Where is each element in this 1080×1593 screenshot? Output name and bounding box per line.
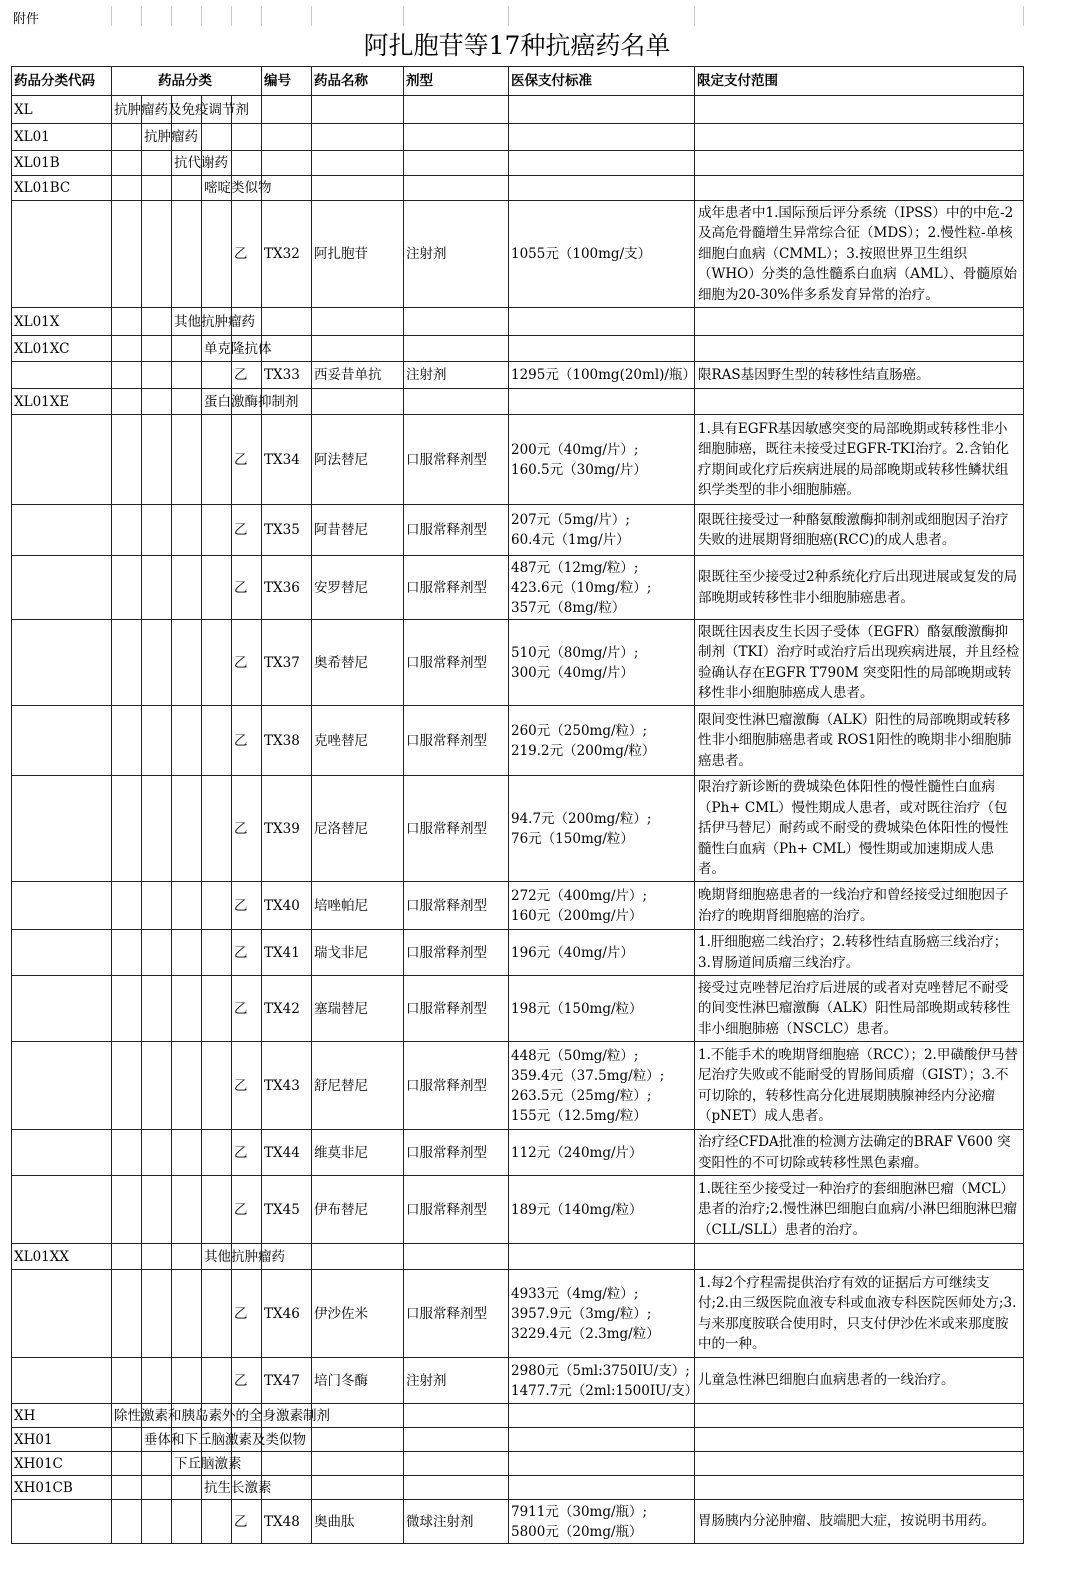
drug-form: 口服常释剂型 — [404, 620, 509, 706]
category-code: XH — [12, 1404, 112, 1428]
drug-class: 乙 — [232, 976, 262, 1042]
drug-form: 口服常释剂型 — [404, 882, 509, 930]
category-label: 垂体和下丘脑激素及类似物 — [142, 1428, 172, 1452]
drug-number: TX36 — [262, 556, 312, 620]
category-code: XH01C — [12, 1452, 112, 1476]
drug-class: 乙 — [232, 1358, 262, 1404]
top-grid-row — [11, 6, 1023, 26]
drug-form: 口服常释剂型 — [404, 415, 509, 505]
drug-price: 112元（240mg/片） — [509, 1130, 695, 1176]
drug-class: 乙 — [232, 620, 262, 706]
drug-name: 奥曲肽 — [312, 1500, 404, 1544]
category-label: 抗肿瘤药 — [142, 124, 172, 151]
drug-scope: 1.既往至少接受过一种治疗的套细胞淋巴瘤（MCL）患者的治疗;2.慢性淋巴细胞白血病/小淋巴细胞淋巴瘤（CLL/SLL）患者的治疗。 — [695, 1176, 1024, 1244]
drug-scope: 1.具有EGFR基因敏感突变的局部晚期或转移性非小细胞肺癌，既往未接受过EGFR-TKI治疗。2.含铂化疗期间或化疗后疾病进展的局部晚期或转移性鳞状组织学类型的非小细胞肺癌。 — [695, 415, 1024, 505]
drug-row — [12, 1042, 1024, 1130]
drug-number: TX41 — [262, 930, 312, 976]
drug-number: TX48 — [262, 1500, 312, 1544]
drug-row — [12, 882, 1024, 930]
drug-row — [12, 1358, 1024, 1404]
drug-row — [12, 415, 1024, 505]
drug-form: 口服常释剂型 — [404, 776, 509, 882]
drug-price: 198元（150mg/粒） — [509, 976, 695, 1042]
category-row — [12, 176, 1024, 201]
drug-number: TX40 — [262, 882, 312, 930]
drug-number: TX34 — [262, 415, 312, 505]
drug-form: 注射剂 — [404, 1358, 509, 1404]
drug-name: 伊沙佐米 — [312, 1270, 404, 1358]
drug-price: 2980元（5ml:3750IU/支）; 1477.7元（2ml:1500IU/支） — [509, 1358, 695, 1404]
drug-scope: 限RAS基因野生型的转移性结直肠癌。 — [695, 362, 1024, 389]
drug-name: 维莫非尼 — [312, 1130, 404, 1176]
drug-scope: 接受过克唑替尼治疗后进展的或者对克唑替尼不耐受的间变性淋巴瘤激酶（ALK）阳性局部晚期或转移性非小细胞肺癌（NSCLC）患者。 — [695, 976, 1024, 1042]
drug-scope: 限治疗新诊断的费城染色体阳性的慢性髓性白血病（Ph+ CML）慢性期成人患者，或对既往治疗（包括伊马替尼）耐药或不耐受的费城染色体阳性的慢性髓性白血病（Ph+ CML）慢性期或加速期成人患者。 — [695, 776, 1024, 882]
drug-class: 乙 — [232, 1176, 262, 1244]
drug-price: 7911元（30mg/瓶）; 5800元（20mg/瓶） — [509, 1500, 695, 1544]
category-code: XL01 — [12, 124, 112, 151]
drug-price: 1055元（100mg/支） — [509, 201, 695, 308]
drug-row — [12, 1130, 1024, 1176]
category-code: XL01B — [12, 151, 112, 176]
drug-name: 奥希替尼 — [312, 620, 404, 706]
drug-form: 口服常释剂型 — [404, 1270, 509, 1358]
category-label: 抗代谢药 — [172, 151, 202, 176]
category-label: 单克隆抗体 — [202, 336, 232, 362]
category-row — [12, 124, 1024, 151]
drug-name: 阿法替尼 — [312, 415, 404, 505]
header-price: 医保支付标准 — [509, 67, 695, 96]
drug-row — [12, 620, 1024, 706]
drug-scope: 限既往因表皮生长因子受体（EGFR）酪氨酸激酶抑制剂（TKI）治疗时或治疗后出现疾病进展，并且经检验确认存在EGFR T790M 突变阳性的局部晚期或转移性非小细胞肺癌成人患者。 — [695, 620, 1024, 706]
drug-price: 510元（80mg/片）; 300元（40mg/片） — [509, 620, 695, 706]
category-row — [12, 1404, 1024, 1428]
drug-name: 塞瑞替尼 — [312, 976, 404, 1042]
drug-name: 克唑替尼 — [312, 706, 404, 776]
category-label: 下丘脑激素 — [172, 1452, 202, 1476]
category-code: XL01XX — [12, 1244, 112, 1270]
drug-form: 口服常释剂型 — [404, 1176, 509, 1244]
drug-class: 乙 — [232, 1130, 262, 1176]
drug-class: 乙 — [232, 882, 262, 930]
drug-form: 口服常释剂型 — [404, 706, 509, 776]
drug-row — [12, 930, 1024, 976]
header-row — [12, 67, 1024, 96]
drug-number: TX47 — [262, 1358, 312, 1404]
drug-name: 舒尼替尼 — [312, 1042, 404, 1130]
drug-form: 口服常释剂型 — [404, 976, 509, 1042]
drug-row — [12, 1270, 1024, 1358]
drug-row — [12, 976, 1024, 1042]
drug-form: 注射剂 — [404, 201, 509, 308]
category-row — [12, 336, 1024, 362]
category-label: 除性激素和胰岛素外的全身激素制剂 — [112, 1404, 142, 1428]
drug-scope: 1.肝细胞癌二线治疗；2.转移性结直肠癌三线治疗；3.胃肠道间质瘤三线治疗。 — [695, 930, 1024, 976]
drug-number: TX38 — [262, 706, 312, 776]
category-row — [12, 1428, 1024, 1452]
drug-row — [12, 556, 1024, 620]
category-code: XL01XC — [12, 336, 112, 362]
drug-scope: 限既往至少接受过2种系统化疗后出现进展或复发的局部晚期或转移性非小细胞肺癌患者。 — [695, 556, 1024, 620]
attachment-label: 附件 — [13, 12, 40, 27]
drug-class: 乙 — [232, 505, 262, 556]
drug-name: 安罗替尼 — [312, 556, 404, 620]
category-code: XH01 — [12, 1428, 112, 1452]
category-label: 蛋白激酶抑制剂 — [202, 389, 232, 415]
header-code: 药品分类代码 — [12, 67, 112, 96]
drug-scope: 1.不能手术的晚期肾细胞癌（RCC）；2.甲磺酸伊马替尼治疗失败或不能耐受的胃肠间质瘤（GIST）；3.不可切除的，转移性高分化进展期胰腺神经内分泌瘤（pNET）成人患者。 — [695, 1042, 1024, 1130]
category-code: XH01CB — [12, 1476, 112, 1500]
drug-name: 阿昔替尼 — [312, 505, 404, 556]
drug-scope: 限既往接受过一种酪氨酸激酶抑制剂或细胞因子治疗失败的进展期肾细胞癌(RCC)的成人患者。 — [695, 505, 1024, 556]
drug-scope: 晚期肾细胞癌患者的一线治疗和曾经接受过细胞因子治疗的晚期肾细胞癌的治疗。 — [695, 882, 1024, 930]
drug-price: 272元（400mg/片）; 160元（200mg/片） — [509, 882, 695, 930]
drug-price: 207元（5mg/片）; 60.4元（1mg/片） — [509, 505, 695, 556]
drug-price: 4933元（4mg/粒）; 3957.9元（3mg/粒）; 3229.4元（2.3mg/粒） — [509, 1270, 695, 1358]
drug-list-table — [11, 66, 1024, 1544]
drug-class: 乙 — [232, 415, 262, 505]
category-label: 抗生长激素 — [202, 1476, 232, 1500]
category-code: XL — [12, 96, 112, 124]
drug-row — [12, 505, 1024, 556]
drug-form: 口服常释剂型 — [404, 930, 509, 976]
drug-price: 200元（40mg/片）; 160.5元（30mg/片） — [509, 415, 695, 505]
drug-name: 瑞戈非尼 — [312, 930, 404, 976]
drug-number: TX44 — [262, 1130, 312, 1176]
drug-class: 乙 — [232, 1500, 262, 1544]
drug-number: TX37 — [262, 620, 312, 706]
drug-class: 乙 — [232, 930, 262, 976]
header-name: 药品名称 — [312, 67, 404, 96]
header-form: 剂型 — [404, 67, 509, 96]
drug-scope: 1.每2个疗程需提供治疗有效的证据后方可继续支付;2.由三级医院血液专科或血液专科医院医师处方;3.与来那度胺联合使用时，只支付伊沙佐米或来那度胺中的一种。 — [695, 1270, 1024, 1358]
drug-price: 260元（250mg/粒）; 219.2元（200mg/粒） — [509, 706, 695, 776]
drug-price: 448元（50mg/粒）; 359.4元（37.5mg/粒）; 263.5元（25mg/粒）; 155元（12.5mg/粒） — [509, 1042, 695, 1130]
drug-number: TX32 — [262, 201, 312, 308]
drug-form: 口服常释剂型 — [404, 505, 509, 556]
drug-class: 乙 — [232, 201, 262, 308]
drug-form: 口服常释剂型 — [404, 556, 509, 620]
drug-scope: 胃肠胰内分泌肿瘤、肢端肥大症，按说明书用药。 — [695, 1500, 1024, 1544]
category-code: XL01X — [12, 308, 112, 336]
header-category: 药品分类 — [112, 67, 262, 96]
category-row — [12, 389, 1024, 415]
page-title: 阿扎胞苷等17种抗癌药名单 — [363, 31, 671, 60]
drug-number: TX35 — [262, 505, 312, 556]
drug-number: TX46 — [262, 1270, 312, 1358]
drug-row — [12, 776, 1024, 882]
drug-price: 189元（140mg/粒） — [509, 1176, 695, 1244]
drug-price: 487元（12mg/粒）; 423.6元（10mg/粒）; 357元（8mg/粒） — [509, 556, 695, 620]
drug-form: 口服常释剂型 — [404, 1042, 509, 1130]
drug-name: 尼洛替尼 — [312, 776, 404, 882]
drug-name: 培唑帕尼 — [312, 882, 404, 930]
category-row — [12, 96, 1024, 124]
category-row — [12, 1476, 1024, 1500]
header-scope: 限定支付范围 — [695, 67, 1024, 96]
drug-form: 口服常释剂型 — [404, 1130, 509, 1176]
drug-class: 乙 — [232, 1042, 262, 1130]
drug-name: 培门冬酶 — [312, 1358, 404, 1404]
category-row — [12, 151, 1024, 176]
drug-number: TX33 — [262, 362, 312, 389]
drug-name: 伊布替尼 — [312, 1176, 404, 1244]
drug-price: 94.7元（200mg/粒）; 76元（150mg/粒） — [509, 776, 695, 882]
drug-row — [12, 1176, 1024, 1244]
drug-form: 注射剂 — [404, 362, 509, 389]
drug-number: TX43 — [262, 1042, 312, 1130]
category-label: 其他抗肿瘤药 — [202, 1244, 232, 1270]
drug-scope: 儿童急性淋巴细胞白血病患者的一线治疗。 — [695, 1358, 1024, 1404]
category-row — [12, 1244, 1024, 1270]
drug-scope: 治疗经CFDA批准的检测方法确定的BRAF V600 突变阳性的不可切除或转移性黑色素瘤。 — [695, 1130, 1024, 1176]
category-label: 其他抗肿瘤药 — [172, 308, 202, 336]
drug-number: TX39 — [262, 776, 312, 882]
drug-row — [12, 706, 1024, 776]
drug-scope: 成年患者中1.国际预后评分系统（IPSS）中的中危-2及高危骨髓增生异常综合征（MDS）；2.慢性粒-单核细胞白血病（CMML）；3.按照世界卫生组织（WHO）分类的急性髓系白血病（AML）、骨髓原始细胞为20-30%伴多系发育异常的治疗。 — [695, 201, 1024, 308]
drug-class: 乙 — [232, 556, 262, 620]
drug-row — [12, 1500, 1024, 1544]
drug-name: 阿扎胞苷 — [312, 201, 404, 308]
drug-price: 1295元（100mg(20ml)/瓶） — [509, 362, 695, 389]
drug-row — [12, 201, 1024, 308]
category-label: 抗肿瘤药及免疫调节剂 — [112, 96, 142, 124]
drug-number: TX42 — [262, 976, 312, 1042]
category-code: XL01BC — [12, 176, 112, 201]
drug-class: 乙 — [232, 362, 262, 389]
category-row — [12, 308, 1024, 336]
category-label: 嘧啶类似物 — [202, 176, 232, 201]
header-number: 编号 — [262, 67, 312, 96]
drug-number: TX45 — [262, 1176, 312, 1244]
drug-class: 乙 — [232, 776, 262, 882]
drug-class: 乙 — [232, 706, 262, 776]
category-row — [12, 1452, 1024, 1476]
drug-scope: 限间变性淋巴瘤激酶（ALK）阳性的局部晚期或转移性非小细胞肺癌患者或 ROS1阳性的晚期非小细胞肺癌患者。 — [695, 706, 1024, 776]
drug-price: 196元（40mg/片） — [509, 930, 695, 976]
drug-class: 乙 — [232, 1270, 262, 1358]
drug-name: 西妥昔单抗 — [312, 362, 404, 389]
drug-row — [12, 362, 1024, 389]
drug-form: 微球注射剂 — [404, 1500, 509, 1544]
category-code: XL01XE — [12, 389, 112, 415]
